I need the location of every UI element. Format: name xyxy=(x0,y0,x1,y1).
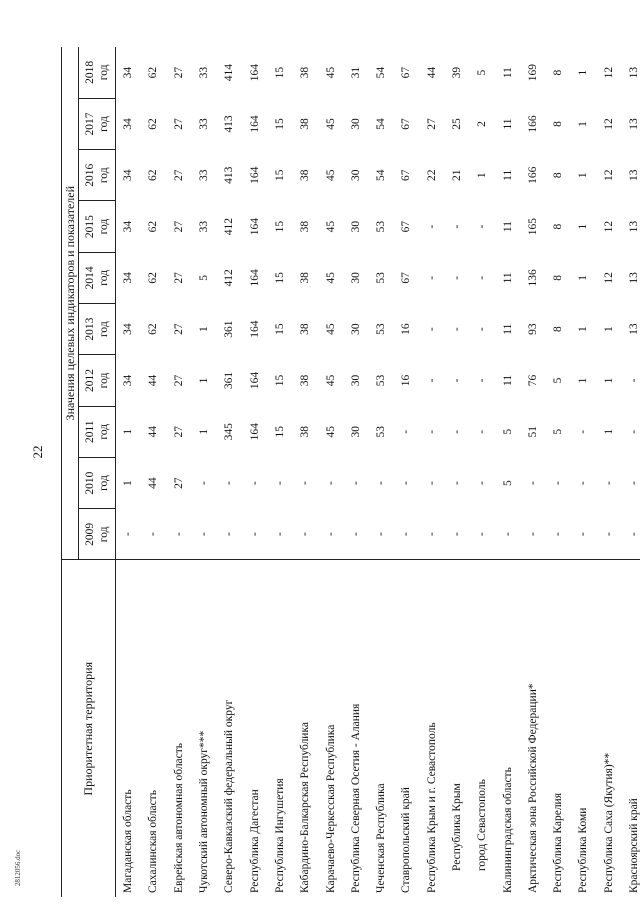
indicator-value: 8 xyxy=(552,172,565,179)
indicator-value: - xyxy=(223,532,236,537)
indicator-value: 1 xyxy=(577,223,590,230)
indicator-value: - xyxy=(425,532,438,537)
table-row xyxy=(318,47,343,897)
indicator-value: 12 xyxy=(602,66,615,79)
year-label: 2012 xyxy=(84,368,96,392)
indicator-value: - xyxy=(577,429,590,434)
year-label: 2017 xyxy=(84,112,96,136)
indicator-value: - xyxy=(223,481,236,485)
indicator-value: - xyxy=(248,532,261,537)
table-row xyxy=(495,47,520,897)
indicator-value: 13 xyxy=(628,169,640,182)
indicator-value: - xyxy=(476,224,489,229)
indicator-value: 30 xyxy=(349,272,362,284)
indicator-value: 54 xyxy=(375,118,388,130)
indicator-value: 25 xyxy=(451,118,463,130)
indicator-value: 31 xyxy=(349,66,362,79)
indicator-value: 27 xyxy=(172,169,185,182)
indicator-value: - xyxy=(552,481,565,485)
table-row xyxy=(166,47,191,897)
year-header-2011 xyxy=(79,406,116,457)
indicator-value: 1 xyxy=(122,428,135,435)
territory-name: Красноярский край xyxy=(621,560,640,897)
table-row xyxy=(419,47,444,897)
indicator-value: 67 xyxy=(400,272,413,284)
indicator-value: 30 xyxy=(349,118,362,130)
year-unit: год xyxy=(98,218,110,235)
indicator-value: 5 xyxy=(198,275,211,281)
indicator-value: - xyxy=(198,532,211,537)
indicator-value: 53 xyxy=(375,426,388,438)
indicator-value: - xyxy=(349,481,362,485)
indicator-value: 1 xyxy=(577,326,590,333)
territory-name: Арктическая зона Российской Федерации* xyxy=(520,560,545,897)
indicator-value: 34 xyxy=(122,272,135,284)
indicator-value: - xyxy=(526,532,539,537)
indicator-value: 62 xyxy=(147,118,160,130)
indicator-value: - xyxy=(400,481,413,485)
year-label: 2016 xyxy=(84,163,96,187)
indicator-value: 8 xyxy=(552,121,565,127)
indicator-value: 15 xyxy=(273,272,286,284)
indicator-value: - xyxy=(324,481,337,485)
territory-name: Сахалинская область xyxy=(141,560,166,897)
table-row xyxy=(217,47,242,897)
rotated-table-container xyxy=(61,47,640,897)
year-header-2009 xyxy=(79,509,116,560)
indicator-value: 45 xyxy=(324,426,337,438)
indicator-value: 164 xyxy=(248,217,261,236)
indicator-value: 27 xyxy=(172,220,185,233)
indicator-value: 1 xyxy=(198,326,211,333)
indicator-value: - xyxy=(273,481,286,485)
territory-name: Республика Карелия xyxy=(546,560,571,897)
indicator-value: 27 xyxy=(425,118,438,130)
year-header-2013 xyxy=(79,304,116,355)
year-unit: год xyxy=(98,64,110,81)
table-row xyxy=(141,47,166,897)
territory-name: Кабардино-Балкарская Республика xyxy=(293,560,318,897)
table-row xyxy=(596,47,621,897)
indicator-value: - xyxy=(628,532,640,537)
indicator-value: 30 xyxy=(349,426,362,438)
table-row xyxy=(116,47,141,897)
indicator-value: 164 xyxy=(248,371,261,390)
indicator-value: 45 xyxy=(324,323,337,335)
target-indicators-table xyxy=(61,47,640,897)
indicator-value: 33 xyxy=(198,220,211,233)
indicator-value: 27 xyxy=(172,426,185,438)
territory-name: Ставропольский край xyxy=(394,560,419,897)
indicator-value: 5 xyxy=(552,428,565,435)
indicator-value: 164 xyxy=(248,64,261,82)
indicator-value: - xyxy=(425,275,438,280)
territory-name: Северо-Кавказский федеральный округ xyxy=(217,560,242,897)
table-row xyxy=(571,47,596,897)
indicator-value: 1 xyxy=(602,326,615,333)
indicator-value: 30 xyxy=(349,220,362,233)
territory-name: Республика Ингушетия xyxy=(267,560,292,897)
indicator-value: 11 xyxy=(501,272,514,284)
indicator-value: 5 xyxy=(501,428,514,435)
indicator-value: 38 xyxy=(299,426,312,438)
territory-name: Чукотский автономный округ*** xyxy=(191,560,216,897)
year-label: 2009 xyxy=(84,522,96,546)
indicator-value: 8 xyxy=(552,326,565,333)
year-unit: год xyxy=(98,270,110,286)
indicator-value: - xyxy=(476,378,489,383)
table-row xyxy=(470,47,495,897)
indicator-value: 8 xyxy=(552,69,565,76)
indicator-value: 34 xyxy=(122,323,135,335)
indicator-value: 165 xyxy=(526,217,539,236)
indicator-value: 16 xyxy=(400,323,413,335)
indicator-value: 38 xyxy=(299,272,312,284)
year-label: 2010 xyxy=(84,471,96,495)
indicator-value: - xyxy=(451,481,463,485)
indicator-value: - xyxy=(425,481,438,485)
indicator-value: - xyxy=(425,429,438,434)
year-header-2014 xyxy=(79,252,116,303)
territory-name: Республика Крым xyxy=(444,560,469,897)
indicator-value: 15 xyxy=(273,118,286,130)
indicator-value: 15 xyxy=(273,323,286,335)
year-header-2018 xyxy=(79,47,116,98)
indicator-value: 67 xyxy=(400,220,413,233)
indicator-value: 27 xyxy=(172,66,185,79)
year-unit: год xyxy=(98,116,110,132)
indicator-value: 11 xyxy=(501,374,514,386)
indicator-value: - xyxy=(577,481,590,485)
indicator-value: 44 xyxy=(425,66,438,79)
year-unit: год xyxy=(98,321,110,338)
indicator-value: - xyxy=(299,532,312,537)
indicator-value: 12 xyxy=(602,272,615,284)
indicator-value: 45 xyxy=(324,118,337,130)
year-label: 2014 xyxy=(84,266,96,290)
indicator-value: 1 xyxy=(577,69,590,76)
indicator-value: 13 xyxy=(628,118,640,130)
indicator-value: 34 xyxy=(122,66,135,79)
indicator-value: - xyxy=(324,532,337,537)
indicator-value: 15 xyxy=(273,66,286,79)
indicator-value: 413 xyxy=(223,166,236,184)
indicator-value: - xyxy=(451,378,463,383)
indicator-value: 44 xyxy=(147,477,160,489)
indicator-value: 12 xyxy=(602,220,615,233)
indicator-value: 13 xyxy=(628,272,640,284)
indicator-value: 361 xyxy=(223,320,236,338)
indicator-value: 11 xyxy=(501,221,514,233)
table-row xyxy=(621,47,640,897)
indicator-value: - xyxy=(476,481,489,485)
indicator-value: - xyxy=(451,532,463,537)
territory-name: Калининградская область xyxy=(495,560,520,897)
indicator-value: 11 xyxy=(501,118,514,130)
indicator-value: - xyxy=(476,327,489,332)
year-label: 2013 xyxy=(84,317,96,341)
year-label: 2015 xyxy=(84,215,96,239)
indicator-value: - xyxy=(375,532,388,537)
indicator-value: 361 xyxy=(223,371,236,390)
indicator-value: 8 xyxy=(552,275,565,281)
indicator-value: 62 xyxy=(147,323,160,335)
table-row xyxy=(394,47,419,897)
indicator-value: 45 xyxy=(324,220,337,233)
indicator-value: 15 xyxy=(273,220,286,233)
indicator-value: 27 xyxy=(172,323,185,335)
year-label: 2018 xyxy=(84,60,96,84)
indicator-value: 45 xyxy=(324,66,337,79)
indicator-value: 13 xyxy=(628,323,640,335)
year-unit: год xyxy=(98,167,110,184)
indicator-value: - xyxy=(628,429,640,434)
indicator-value: 34 xyxy=(122,374,135,387)
indicator-value: 414 xyxy=(223,64,236,82)
indicator-value: 15 xyxy=(273,169,286,182)
indicator-value: - xyxy=(451,429,463,434)
indicator-value: - xyxy=(451,224,463,229)
indicator-value: 45 xyxy=(324,374,337,387)
indicator-value: 30 xyxy=(349,169,362,182)
indicator-value: 166 xyxy=(526,115,539,133)
indicator-value: - xyxy=(476,532,489,537)
table-row xyxy=(444,47,469,897)
indicator-value: - xyxy=(451,275,463,280)
indicator-value: 2 xyxy=(476,121,489,127)
territory-name: Карачаево-Черкесская Республика xyxy=(318,560,343,897)
indicator-value: 76 xyxy=(526,374,539,387)
indicator-value: 412 xyxy=(223,217,236,236)
indicator-value: 164 xyxy=(248,166,261,184)
indicator-value: 53 xyxy=(375,272,388,284)
indicator-value: - xyxy=(400,429,413,434)
indicator-value: 62 xyxy=(147,169,160,182)
year-unit: год xyxy=(98,475,110,491)
indicator-value: 5 xyxy=(501,480,514,486)
indicator-value: 164 xyxy=(248,423,261,441)
indicator-value: 169 xyxy=(526,64,539,82)
indicator-value: 8 xyxy=(552,223,565,230)
indicator-value: 1 xyxy=(198,377,211,384)
indicator-value: - xyxy=(198,481,211,485)
year-header-2017 xyxy=(79,98,116,149)
indicator-value: - xyxy=(602,481,615,485)
indicator-value: 53 xyxy=(375,374,388,387)
indicator-value: 12 xyxy=(602,118,615,130)
indicator-value: 93 xyxy=(526,323,539,335)
indicator-value: 1 xyxy=(577,275,590,281)
indicator-value: 62 xyxy=(147,272,160,284)
territory-name: Республика Дагестан xyxy=(242,560,267,897)
indicator-value: 1 xyxy=(577,121,590,127)
indicator-value: 67 xyxy=(400,118,413,130)
document-id: 2812056.doc xyxy=(14,849,22,887)
indicator-value: 345 xyxy=(223,423,236,441)
year-unit: год xyxy=(98,423,110,440)
indicator-value: 44 xyxy=(147,374,160,387)
indicator-value: - xyxy=(552,532,565,537)
indicator-value: 33 xyxy=(198,169,211,182)
indicator-value: 53 xyxy=(375,323,388,335)
indicator-value: 21 xyxy=(451,169,463,182)
table-row xyxy=(546,47,571,897)
indicator-value: 38 xyxy=(299,66,312,79)
indicator-value: - xyxy=(375,481,388,485)
indicator-value: 34 xyxy=(122,220,135,233)
indicator-value: - xyxy=(349,532,362,537)
indicator-value: - xyxy=(526,481,539,485)
indicator-value: - xyxy=(400,532,413,537)
year-header-2015 xyxy=(79,201,116,252)
indicator-value: 38 xyxy=(299,118,312,130)
indicator-value: 30 xyxy=(349,374,362,387)
indicator-value: 11 xyxy=(501,67,514,79)
year-label: 2011 xyxy=(84,420,96,444)
indicator-value: 164 xyxy=(248,269,261,287)
indicator-value: - xyxy=(451,327,463,332)
table-row xyxy=(267,47,292,897)
indicator-value: 413 xyxy=(223,115,236,133)
year-header-2012 xyxy=(79,355,116,406)
indicator-value: 54 xyxy=(375,169,388,182)
indicator-value: 136 xyxy=(526,269,539,287)
indicator-value: 45 xyxy=(324,272,337,284)
indicator-value: 27 xyxy=(172,272,185,284)
indicator-value: 39 xyxy=(451,66,463,79)
indicator-value: 45 xyxy=(324,169,337,182)
indicator-value: 15 xyxy=(273,426,286,438)
indicator-value: - xyxy=(147,532,160,537)
indicator-value: - xyxy=(273,532,286,537)
indicator-value: 51 xyxy=(526,426,539,438)
territory-name: Республика Крым и г. Севастополь xyxy=(419,560,444,897)
header-territory: Приоритетная территория xyxy=(62,560,116,897)
indicator-value: - xyxy=(577,532,590,537)
indicator-value: 5 xyxy=(552,377,565,384)
indicator-value: 412 xyxy=(223,269,236,287)
territory-name: город Севастополь xyxy=(470,560,495,897)
table-row xyxy=(191,47,216,897)
indicator-value: 53 xyxy=(375,220,388,233)
indicator-value: 1 xyxy=(602,428,615,435)
indicator-value: 30 xyxy=(349,323,362,335)
indicator-value: 67 xyxy=(400,66,413,79)
indicator-value: - xyxy=(501,532,514,537)
indicator-value: 33 xyxy=(198,118,211,130)
indicator-value: 16 xyxy=(400,374,413,387)
indicator-value: 1 xyxy=(122,480,135,486)
table-body xyxy=(116,47,640,897)
indicator-value: 22 xyxy=(425,169,438,182)
indicator-value: - xyxy=(476,275,489,280)
table-row xyxy=(343,47,368,897)
indicator-value: - xyxy=(476,429,489,434)
indicator-value: 5 xyxy=(476,69,489,76)
indicator-value: 15 xyxy=(273,374,286,387)
indicator-value: - xyxy=(248,481,261,485)
indicator-value: - xyxy=(602,532,615,537)
indicator-value: 27 xyxy=(172,118,185,130)
indicator-value: 38 xyxy=(299,169,312,182)
table-row xyxy=(520,47,545,897)
indicator-value: 27 xyxy=(172,477,185,489)
territory-name: Республика Северная Осетия - Алания xyxy=(343,560,368,897)
year-unit: год xyxy=(98,372,110,389)
table-row xyxy=(242,47,267,897)
indicator-value: 1 xyxy=(577,172,590,179)
indicator-value: 13 xyxy=(628,66,640,79)
indicator-value: - xyxy=(299,481,312,485)
year-unit: год xyxy=(98,526,110,543)
indicator-value: 62 xyxy=(147,66,160,79)
indicator-value: 1 xyxy=(577,377,590,384)
indicator-value: 13 xyxy=(628,220,640,233)
year-header-2016 xyxy=(79,150,116,201)
territory-name: Республика Саха (Якутия)** xyxy=(596,560,621,897)
indicator-value: 164 xyxy=(248,115,261,133)
indicator-value: 27 xyxy=(172,374,185,387)
indicator-value: 11 xyxy=(501,169,514,181)
indicator-value: 1 xyxy=(476,172,489,179)
territory-name: Еврейская автономная область xyxy=(166,560,191,897)
indicator-value: - xyxy=(425,224,438,229)
indicator-value: 54 xyxy=(375,66,388,79)
indicator-value: - xyxy=(425,327,438,332)
indicator-value: 1 xyxy=(198,428,211,435)
indicator-value: 38 xyxy=(299,323,312,335)
year-header-2010 xyxy=(79,457,116,508)
indicator-value: 62 xyxy=(147,220,160,233)
territory-name: Чеченская Республика xyxy=(368,560,393,897)
indicator-value: 164 xyxy=(248,320,261,338)
indicator-value: 38 xyxy=(299,374,312,387)
indicator-value: - xyxy=(425,378,438,383)
table-row xyxy=(368,47,393,897)
indicator-value: 44 xyxy=(147,426,160,438)
territory-name: Республика Коми xyxy=(571,560,596,897)
indicator-value: - xyxy=(628,481,640,485)
indicator-value: - xyxy=(122,532,135,537)
indicator-value: 34 xyxy=(122,169,135,182)
indicator-value: 67 xyxy=(400,169,413,182)
territory-name: Магаданская область xyxy=(116,560,141,897)
table-row xyxy=(293,47,318,897)
indicator-value: 34 xyxy=(122,118,135,130)
indicator-value: - xyxy=(172,532,185,537)
indicator-value: 11 xyxy=(501,323,514,335)
page-number: 22 xyxy=(30,445,45,459)
indicator-value: - xyxy=(628,378,640,383)
header-indicator-group: Значения целевых индикаторов и показателей xyxy=(62,47,79,560)
indicator-value: 38 xyxy=(299,220,312,233)
indicator-value: 166 xyxy=(526,166,539,184)
indicator-value: 33 xyxy=(198,66,211,79)
indicator-value: 1 xyxy=(602,377,615,384)
indicator-value: 12 xyxy=(602,169,615,182)
